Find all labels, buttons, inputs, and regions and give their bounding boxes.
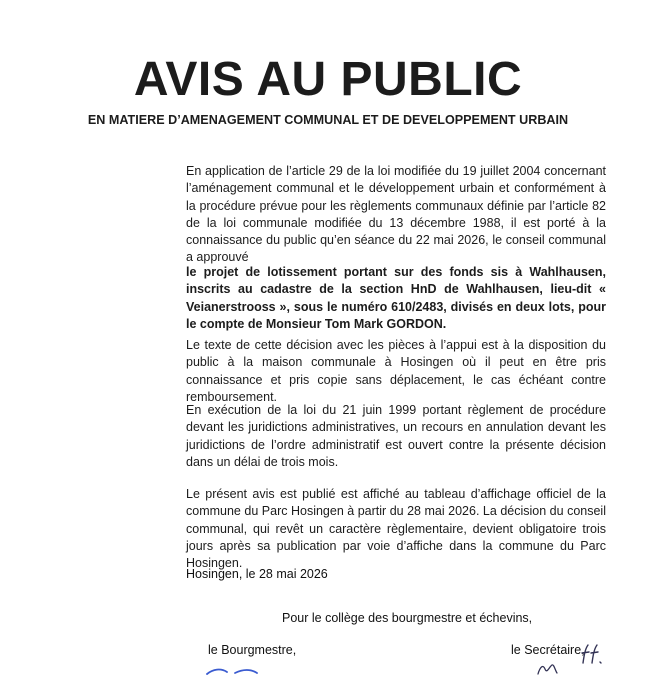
paragraph-appeal: En exécution de la loi du 21 juin 1999 portant règlement de procédure devant les juridictions administratives, un recours en annulation devant les juridictions de l’ordre administratif est ouvert contre la présente décision dans un délai de trois mois. (186, 403, 606, 469)
notice-subtitle: EN MATIERE D’AMENAGEMENT COMMUNAL ET DE DEVELOPPEMENT URBAIN (87, 113, 569, 127)
handwritten-ff-mark (579, 641, 603, 667)
signatory-secretaire: le Secrétaire, (511, 643, 585, 657)
paragraph-availability: Le texte de cette décision avec les pièces à l’appui est à la disposition du public à la maison communale à Hosingen où il peut en être pris connaissance et pris copie sans déplacement, le cas échéant contre remboursement. (186, 338, 606, 404)
paragraph-publication: Le présent avis est publié est affiché au tableau d’affichage officiel de la commune du Parc Hosingen à partir du 28 mai 2026. La décision du conseil communal, qui revêt un caractère règlementaire, devient obligatoire trois jours après sa publication par voie d’affiche dans la commune du Parc Hosingen. (186, 487, 606, 571)
notice-title: AVIS AU PUBLIC (133, 53, 523, 106)
signature-bourgmestre-mark (205, 667, 285, 675)
paragraph-legal-basis: En application de l’article 29 de la loi modifiée du 19 juillet 2004 concernant l’aménagement communal et le développement urbain et conformément à la procédure prévue pour les règlements communaux définie par l’article 82 de la loi communale modifiée du 13 décembre 1988, il est porté à la connaissance du public qu’en séance du 22 mai 2026, le conseil communal a approuvé (186, 164, 606, 265)
paragraph-project: le projet de lotissement portant sur des fonds sis à Wahlhausen, inscrits au cadastre de la section HnD de Wahlhausen, lieu-dit « Veianerstrooss », sous le numéro 610/2483, divisés en deux lots, pour le compte de Monsieur Tom Mark GORDON. (186, 265, 606, 331)
signature-secretaire-mark (536, 661, 566, 675)
place-date: Hosingen, le 28 mai 2026 (186, 567, 328, 581)
signatory-bourgmestre: le Bourgmestre, (208, 643, 297, 657)
college-line: Pour le collège des bourgmestre et échevins, (282, 611, 533, 625)
